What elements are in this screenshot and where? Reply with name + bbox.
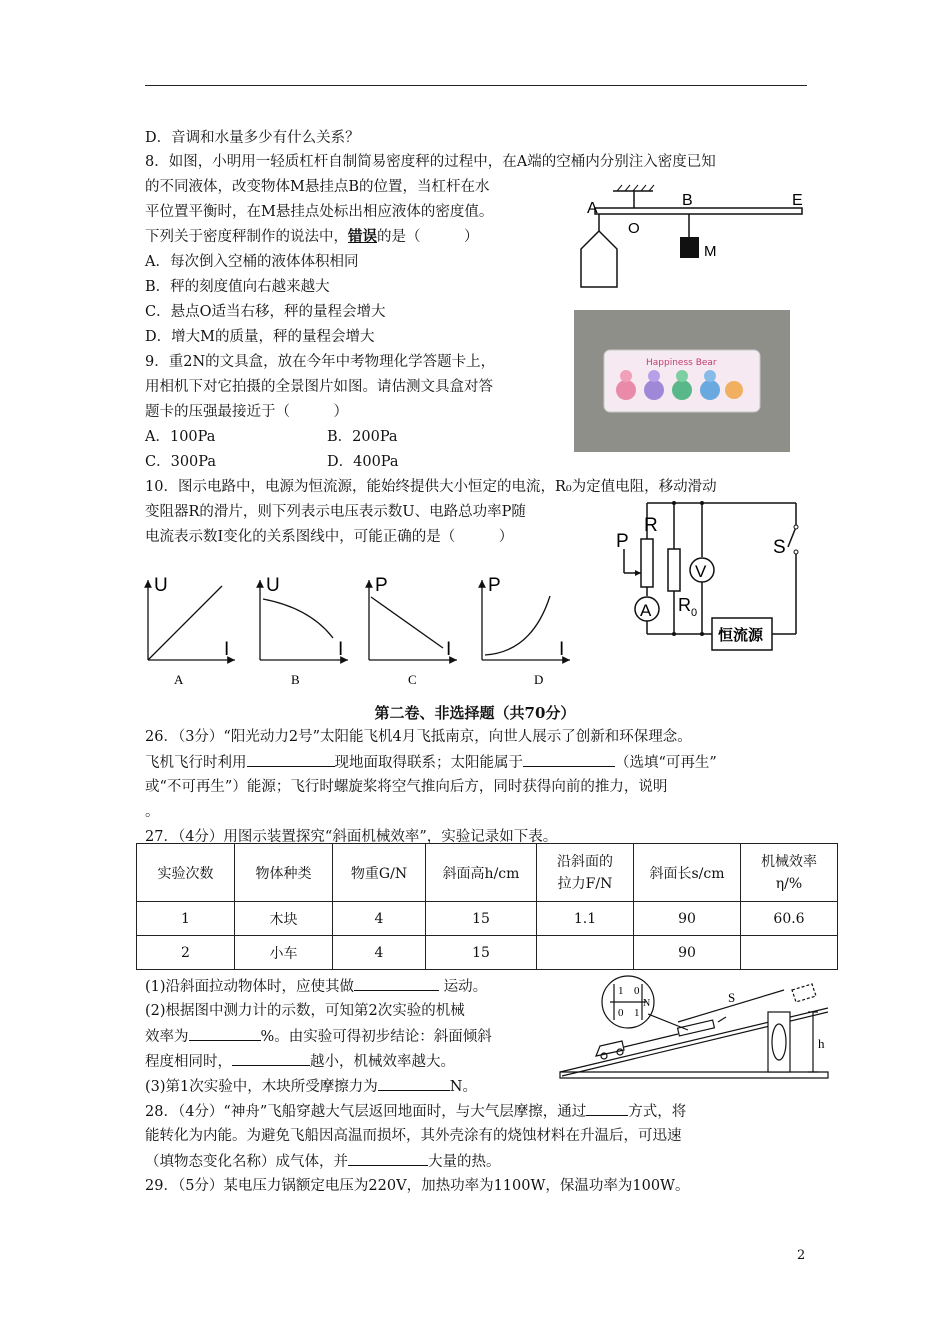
gauge-digit-bottom-right: 1 [634,1007,640,1019]
table-header-line: 拉力F/N [557,875,613,892]
q8-option-b: B．秤的刻度值向右越来越大 [145,279,330,295]
q28-text-d: 大量的热。 [428,1154,501,1170]
table-cell: 1.1 [537,902,634,936]
lever-label-m: M [704,243,717,260]
table-cell: 1 [137,902,235,936]
q26-text-b: 现地面取得联系；太阳能属于 [334,755,523,771]
table-header-line: 机械效率 [761,853,817,870]
table-row [137,902,838,936]
q28-line1 [145,1101,686,1122]
table-cell[interactable] [537,936,634,970]
lever-label-a: A [587,200,598,217]
q27-blank-1[interactable] [354,976,439,991]
graph-b-caption: B [291,672,300,687]
circuit-label-r0: R [678,595,691,615]
q27-part2-line3 [145,1051,455,1072]
lever-label-o: O [628,220,640,237]
graph-c-y-label: P [375,575,388,596]
table-header-cell [741,844,838,902]
q27-part2-line2 [145,1026,492,1047]
q27-part3 [145,1076,477,1097]
q29-stem: 29．（5分）某电压力锅额定电压为220V，加热功率为1100W，保温功率为100W。 [145,1178,690,1194]
circuit-label-r: R [644,515,658,536]
experiment-table [136,843,838,970]
q27-stem: 27．（4分）用图示装置探究“斜面机械效率”，实验记录如下表。 [145,829,558,845]
q26-text-c: （选填“可再生” [615,755,717,771]
q26-blank-2[interactable] [523,752,615,767]
q26-line3: 或“不可再生”）能源；飞行时螺旋桨将空气推向后方，同时获得向前的推力，说明 [145,779,668,795]
table-header-cell [537,844,634,902]
table-cell: 2 [137,936,235,970]
table-cell: 木块 [235,902,333,936]
q10-stem-line2: 变阻器R的滑片，则下列表示电压表示数U、电路总功率P随 [145,504,526,520]
q27-part3-text: (3)第1次实验中，木块所受摩擦力为 [145,1079,378,1095]
q10-stem-line3: 电流表示数I变化的关系图线中，可能正确的是（ ） [145,529,514,545]
table-header-cell: 物体种类 [235,844,333,902]
graph-d-x-label: I [559,639,565,660]
section-title: 第二卷、非选择题（共70分） [374,704,576,722]
table-cell: 15 [426,936,537,970]
q8-stem-line3: 平位置平衡时，在M悬挂点处标出相应液体的密度值。 [145,204,494,220]
graph-c-caption: C [408,672,417,687]
q28-text-b: 方式，将 [628,1104,687,1120]
graph-a-y-label: U [154,575,168,596]
q28-line3 [145,1151,501,1172]
q8-bracket: 的是（ ） [377,229,479,245]
q27-blank-2[interactable] [189,1026,261,1041]
table-cell: 4 [333,902,426,936]
table-cell: 90 [634,902,741,936]
lever-label-b: B [682,192,693,209]
q27-part2-text-d: 越小，机械效率越大。 [310,1054,455,1070]
q9-option-c: C．300Pa [145,454,217,470]
voltmeter-label: V [695,562,707,581]
table-row [137,936,838,970]
graph-c-x-label: I [446,639,452,660]
q27-blank-4[interactable] [378,1076,450,1091]
table-header-cell: 斜面长s/cm [634,844,741,902]
circuit-label-r0-sub: 0 [691,607,698,619]
q10-stem-line1: 10．图示电路中，电源为恒流源，能始终提供大小恒定的电流，R₀为定值电阻，移动滑动 [145,479,717,495]
q9-option-b: B．200Pa [327,429,398,445]
q8-emphasis: 错误 [348,228,377,245]
q27-part1-text: (1)沿斜面拉动物体时，应使其做 [145,979,355,995]
table-cell[interactable] [741,936,838,970]
incline-figure [548,972,833,1084]
q9-stem-line1: 9．重2N的文具盒，放在今年中考物理化学答题卡上， [145,354,496,370]
q9-stem-line2: 用相机下对它拍摄的全景图片如图。请估测文具盒对答 [145,379,493,395]
q28-blank-1[interactable] [586,1101,628,1116]
q9-option-d: D．400Pa [327,454,399,470]
q8-option-a: A．每次倒入空桶的液体体积相同 [145,254,359,270]
gauge-digit-bottom-left: 0 [618,1007,624,1019]
constant-current-source-label: 恒流源 [718,626,764,644]
q27-part3-tail: N。 [449,1079,477,1095]
q27-blank-3[interactable] [232,1051,310,1066]
table-header-line: η/% [775,875,803,892]
q28-text-a: 28．（4分）“神舟”飞船穿越大气层返回地面时，与大气层摩擦，通过 [145,1104,587,1120]
q8-option-d: D．增大M的质量，秤的量程会增大 [145,329,375,345]
q8-option-c: C．悬点O适当右移，秤的量程会增大 [145,304,386,320]
graph-a-caption: A [174,672,184,687]
gauge-digit-top-right: 0 [634,985,640,997]
pencil-case-photo [574,310,790,452]
photo-brand-text: Happiness Bear [646,358,717,368]
q26-blank-1[interactable] [247,752,335,767]
q26-line4: 。 [145,804,160,820]
q9-option-a: A．100Pa [145,429,216,445]
ammeter-label: A [640,601,652,620]
graph-d-caption: D [534,672,544,687]
q26-line2 [145,752,717,773]
q8-stem-line2: 的不同液体，改变物体M悬挂点B的位置，当杠杆在水 [145,179,490,195]
q27-part1-tail: 运动。 [439,979,488,995]
q27-part2-text-c: 程度相同时， [145,1054,232,1070]
graph-a-x-label: I [224,639,230,660]
header-rule [145,85,807,86]
page-number: 2 [797,1248,806,1263]
incline-length-label: S [728,990,736,1005]
circuit-label-p: P [616,531,629,552]
table-cell: 60.6 [741,902,838,936]
q26-line1: 26．（3分）“阳光动力2号”太阳能飞机4月飞抵南京，向世人展示了创新和环保理念。 [145,729,692,745]
circuit-label-s: S [773,537,786,558]
q27-part1 [145,976,487,997]
q8-stem-line4 [145,227,479,247]
q28-line2: 能转化为内能。为避免飞船因高温而损坏，其外壳涂有的烧蚀材料在升温后，可迅速 [145,1128,682,1144]
table-header-cell: 斜面高h/cm [426,844,537,902]
table-cell: 小车 [235,936,333,970]
q28-text-c: （填物态变化名称）成气体，并 [145,1154,348,1170]
table-cell: 15 [426,902,537,936]
lever-label-e: E [792,192,803,209]
q27-part2-text-b: %。由实验可得初步结论：斜面倾斜 [260,1029,492,1045]
q27-part2-line1: (2)根据图中测力计的示数，可知第2次实验的机械 [145,1003,465,1019]
table-header-cell: 物重G/N [333,844,426,902]
incline-height-label: h [818,1036,825,1051]
q9-stem-line3: 题卡的压强最接近于（ ） [145,404,348,420]
lever-figure [575,183,810,293]
q8-stem-line1: 8．如图，小明用一轻质杠杆自制简易密度秤的过程中，在A端的空桶内分别注入密度已知 [145,154,716,170]
q26-text-a: 飞机飞行时利用 [145,755,247,771]
table-header-row [137,844,838,902]
table-cell: 4 [333,936,426,970]
graph-d-y-label: P [488,575,501,596]
q8-stem-text: 下列关于密度秤制作的说法中， [145,229,348,245]
graph-options [140,572,580,692]
gauge-unit-n: N [643,998,651,1009]
table-cell: 90 [634,936,741,970]
table-header-cell: 实验次数 [137,844,235,902]
graph-b-x-label: I [338,639,344,660]
q27-part2-text-a: 效率为 [145,1029,189,1045]
q28-blank-2[interactable] [348,1151,428,1166]
gauge-digit-top-left: 1 [618,985,624,997]
circuit-figure [612,497,808,657]
graph-b-y-label: U [266,575,280,596]
q7-option-d: D．音调和水量多少有什么关系？ [145,130,360,146]
table-header-line: 沿斜面的 [557,853,613,870]
